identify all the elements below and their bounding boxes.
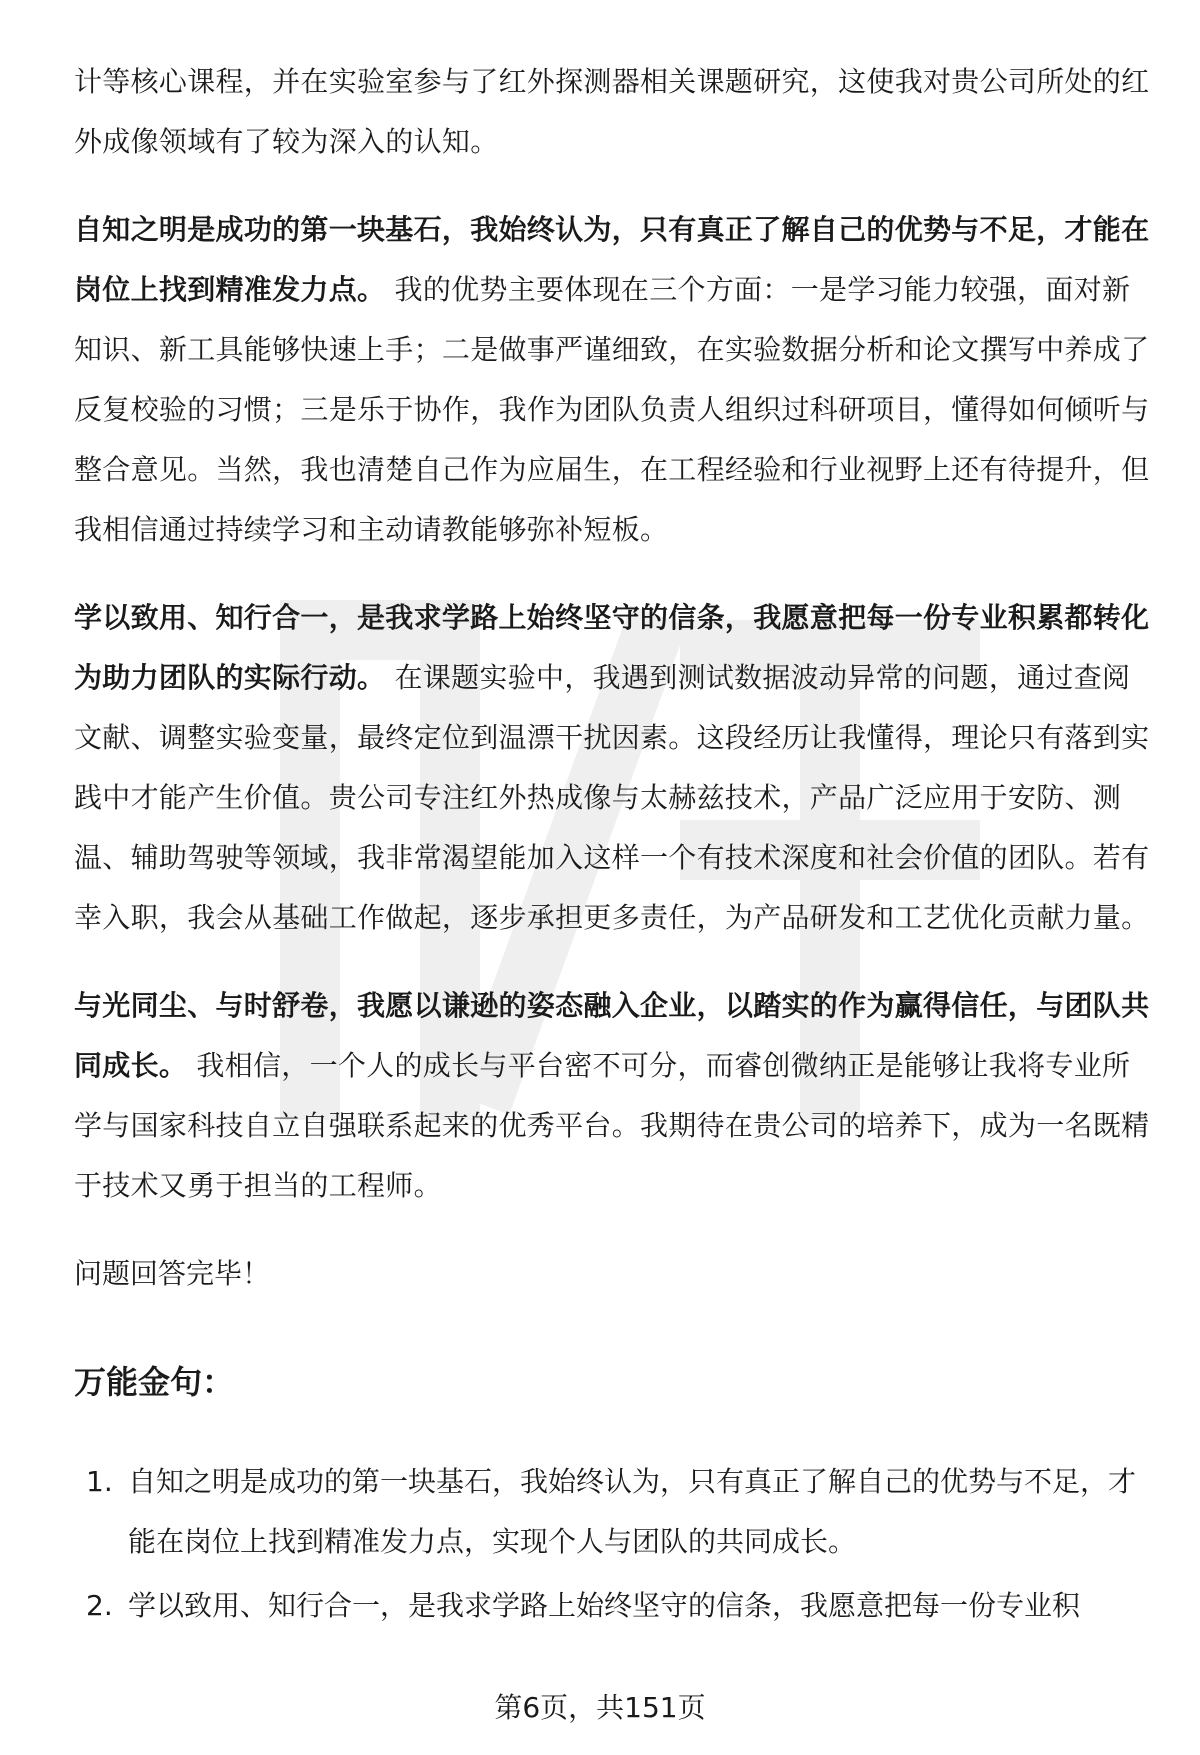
list-item-text: 学以致用、知行合一，是我求学路上始终坚守的信条，我愿意把每一份专业积 — [128, 1589, 1081, 1622]
paragraph-lead: 自知之明是成功的第一块基石，我始终认为，只有真正了解自己的优势与不足，才能在岗位上找到精准发力点。 — [74, 213, 1150, 306]
list-item — [74, 1452, 1154, 1572]
list-number: 2. — [86, 1589, 113, 1622]
section-heading: 万能金句： — [74, 1363, 235, 1401]
paragraph-lead: 与光同尘、与时舒卷，我愿以谦逊的姿态融入企业，以踏实的作为赢得信任，与团队共同成长。 — [74, 989, 1150, 1082]
list-item — [74, 1576, 1154, 1636]
document-page — [74, 52, 1154, 1640]
closing-line: 问题回答完毕！ — [74, 1257, 271, 1290]
paragraph-4 — [74, 976, 1154, 1216]
quote-list — [74, 1452, 1154, 1636]
list-number: 1. — [86, 1465, 113, 1498]
paragraph-1 — [74, 52, 1154, 172]
paragraph-body: 在课题实验中，我遇到测试数据波动异常的问题，通过查阅文献、调整实验变量，最终定位到温漂干扰因素。这段经历让我懂得，理论只有落到实践中才能产生价值。贵公司专注红外热成像与太赫兹技术，产品广泛应用于安防、测温、辅助驾驶等领域，我非常渴望能加入这样一个有技术深度和社会价值的团队。若有幸入职，我会从基础工作做起，逐步承担更多责任，为产品研发和工艺优化贡献力量。 — [74, 661, 1150, 934]
list-item-text: 自知之明是成功的第一块基石，我始终认为，只有真正了解自己的优势与不足，才能在岗位上找到精准发力点，实现个人与团队的共同成长。 — [128, 1465, 1137, 1558]
page-footer: 第6页，共151页 — [0, 1686, 1200, 1730]
paragraph-body: 我的优势主要体现在三个方面：一是学习能力较强，面对新知识、新工具能够快速上手；二是做事严谨细致，在实验数据分析和论文撰写中养成了反复校验的习惯；三是乐于协作，我作为团队负责人组织过科研项目，懂得如何倾听与整合意见。当然，我也清楚自己作为应届生，在工程经验和行业视野上还有待提升，但我相信通过持续学习和主动请教能够弥补短板。 — [74, 273, 1150, 546]
paragraph-body: 计等核心课程，并在实验室参与了红外探测器相关课题研究，这使我对贵公司所处的红外成像领域有了较为深入的认知。 — [74, 65, 1150, 158]
paragraph-lead: 学以致用、知行合一，是我求学路上始终坚守的信条，我愿意把每一份专业积累都转化为助力团队的实际行动。 — [74, 601, 1150, 694]
paragraph-3 — [74, 588, 1154, 948]
paragraph-body: 我相信，一个人的成长与平台密不可分，而睿创微纳正是能够让我将专业所学与国家科技自立自强联系起来的优秀平台。我期待在贵公司的培养下，成为一名既精于技术又勇于担当的工程师。 — [74, 1049, 1150, 1202]
paragraph-2 — [74, 200, 1154, 560]
